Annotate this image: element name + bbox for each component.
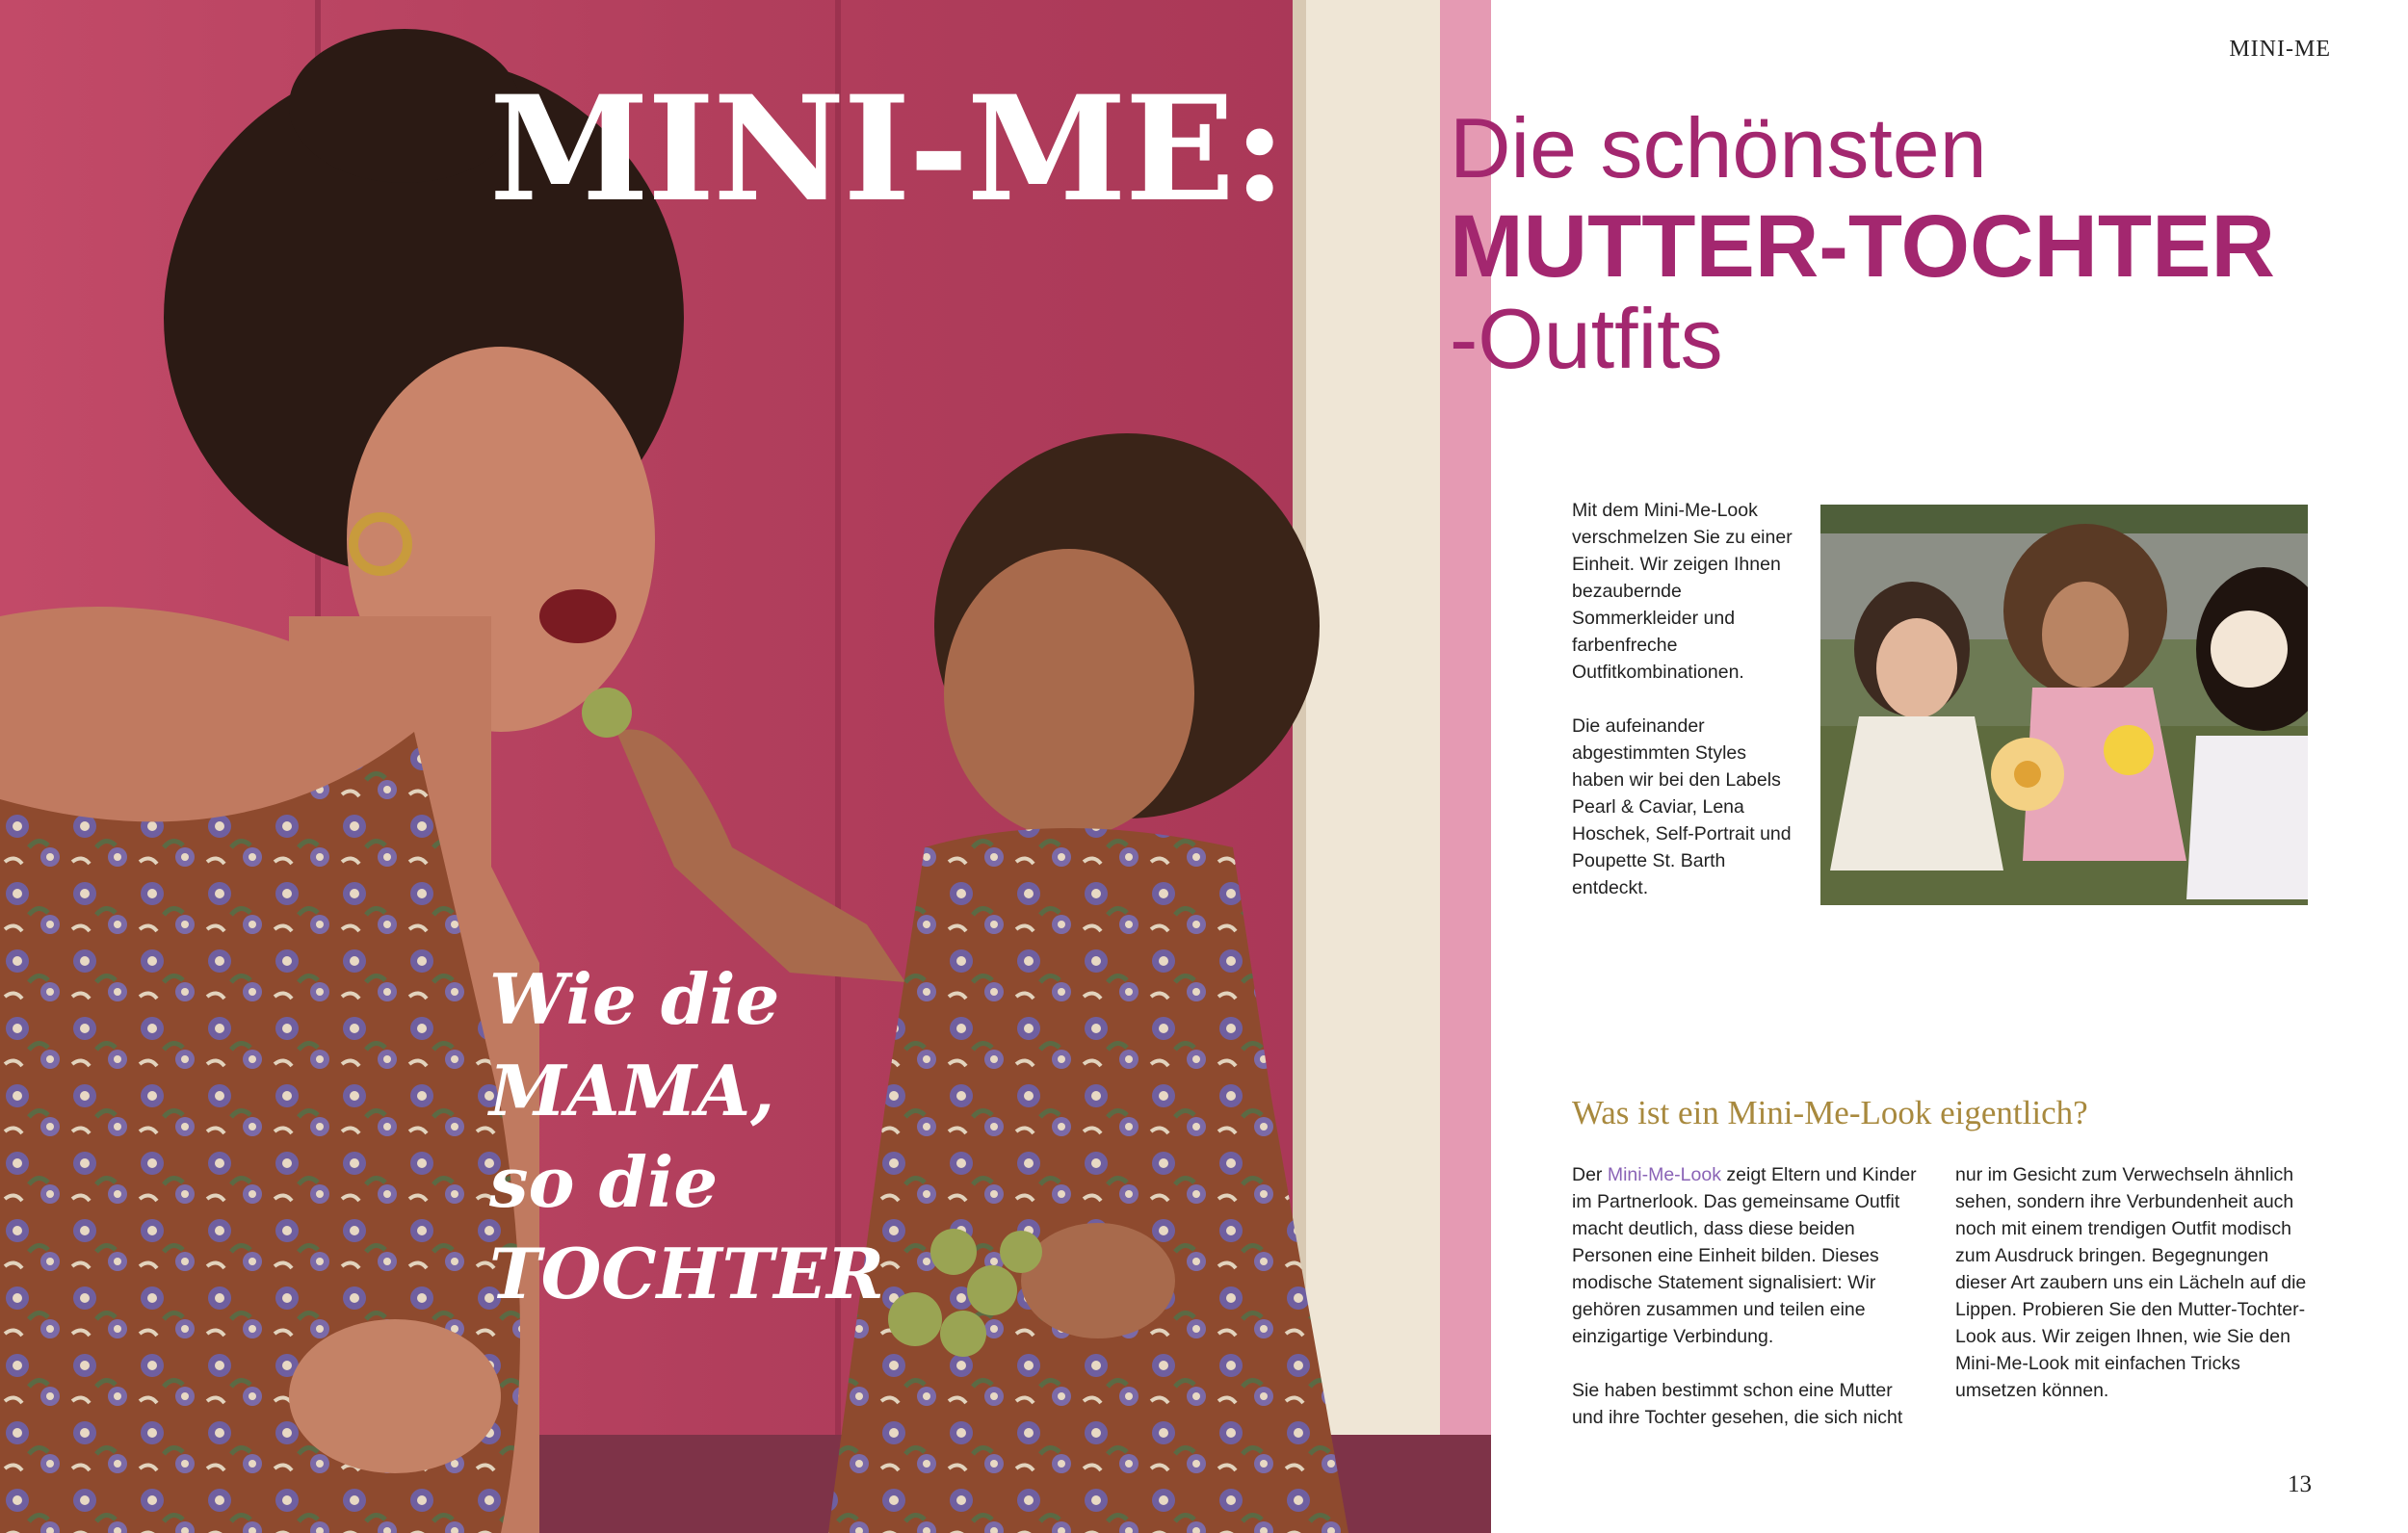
headline	[1450, 100, 2275, 386]
children-in-garden-photo	[1820, 505, 2308, 905]
pull-quote-line: Wie die	[489, 958, 780, 1040]
body-text: Der	[1572, 1164, 1608, 1185]
pull-quote-line: so die	[489, 1141, 719, 1223]
body-paragraph: Sie haben bestimmt schon eine Mutter und ihre Tochter gesehen, die sich nicht	[1572, 1380, 1903, 1428]
intro-paragraph: Mit dem Mini-Me-Look verschmelzen Sie zu einer Einheit. Wir zeigen Ihnen bezaubernde Sommerkleider und farbenfreche Outfitkombinationen.	[1572, 500, 1793, 683]
body-column-1	[1572, 1161, 1928, 1458]
body-text: zeigt Eltern und Kinder im Partnerlook. Das gemeinsame Outfit macht deutlich, dass diese beiden Personen eine Einheit bilden. Dieses modische Statement signalisiert: Wir gehören zusammen und teilen eine einzigartige Verbindung.	[1572, 1164, 1917, 1347]
page-number: 13	[2288, 1471, 2312, 1497]
headline-line-2: MUTTER-TOCHTER	[1450, 197, 2275, 296]
body-paragraph: nur im Gesicht zum Verwechseln ähnlich sehen, sondern ihre Verbundenheit auch noch mit einem trendigen Outfit modisch zum Ausdruck bringen. Begegnungen dieser Art zaubern uns ein Lächeln auf die Lippen. Probieren Sie den Mutter-Tochter-Look aus. Wir zeigen Ihnen, wie Sie den Mini-Me-Look mit einfachen Tricks umsetzen können.	[1955, 1164, 2307, 1401]
inset-photo	[1820, 505, 2308, 905]
intro-text	[1572, 497, 1793, 928]
pull-quote	[489, 953, 990, 1319]
section-subhead: Was ist ein Mini-Me-Look eigentlich?	[1572, 1094, 2088, 1131]
intro-paragraph: Die aufeinander abgestimmten Styles haben wir bei den Labels Pearl & Caviar, Lena Hoschek, Self-Portrait und Poupette St. Barth entdeckt.	[1572, 715, 1792, 898]
hero-title: MINI-ME:	[489, 65, 1285, 234]
pull-quote-line: MAMA,	[489, 1050, 775, 1131]
body-paragraph	[1572, 1161, 1928, 1350]
headline-line-1: Die schönsten	[1450, 100, 1987, 195]
running-head: MINI-ME	[2229, 37, 2331, 62]
headline-line-3: -Outfits	[1450, 291, 1723, 386]
body-column-2	[1955, 1161, 2312, 1431]
mini-me-look-link[interactable]: Mini-Me-Look	[1607, 1164, 1721, 1185]
pull-quote-line: TOCHTER	[489, 1233, 884, 1314]
